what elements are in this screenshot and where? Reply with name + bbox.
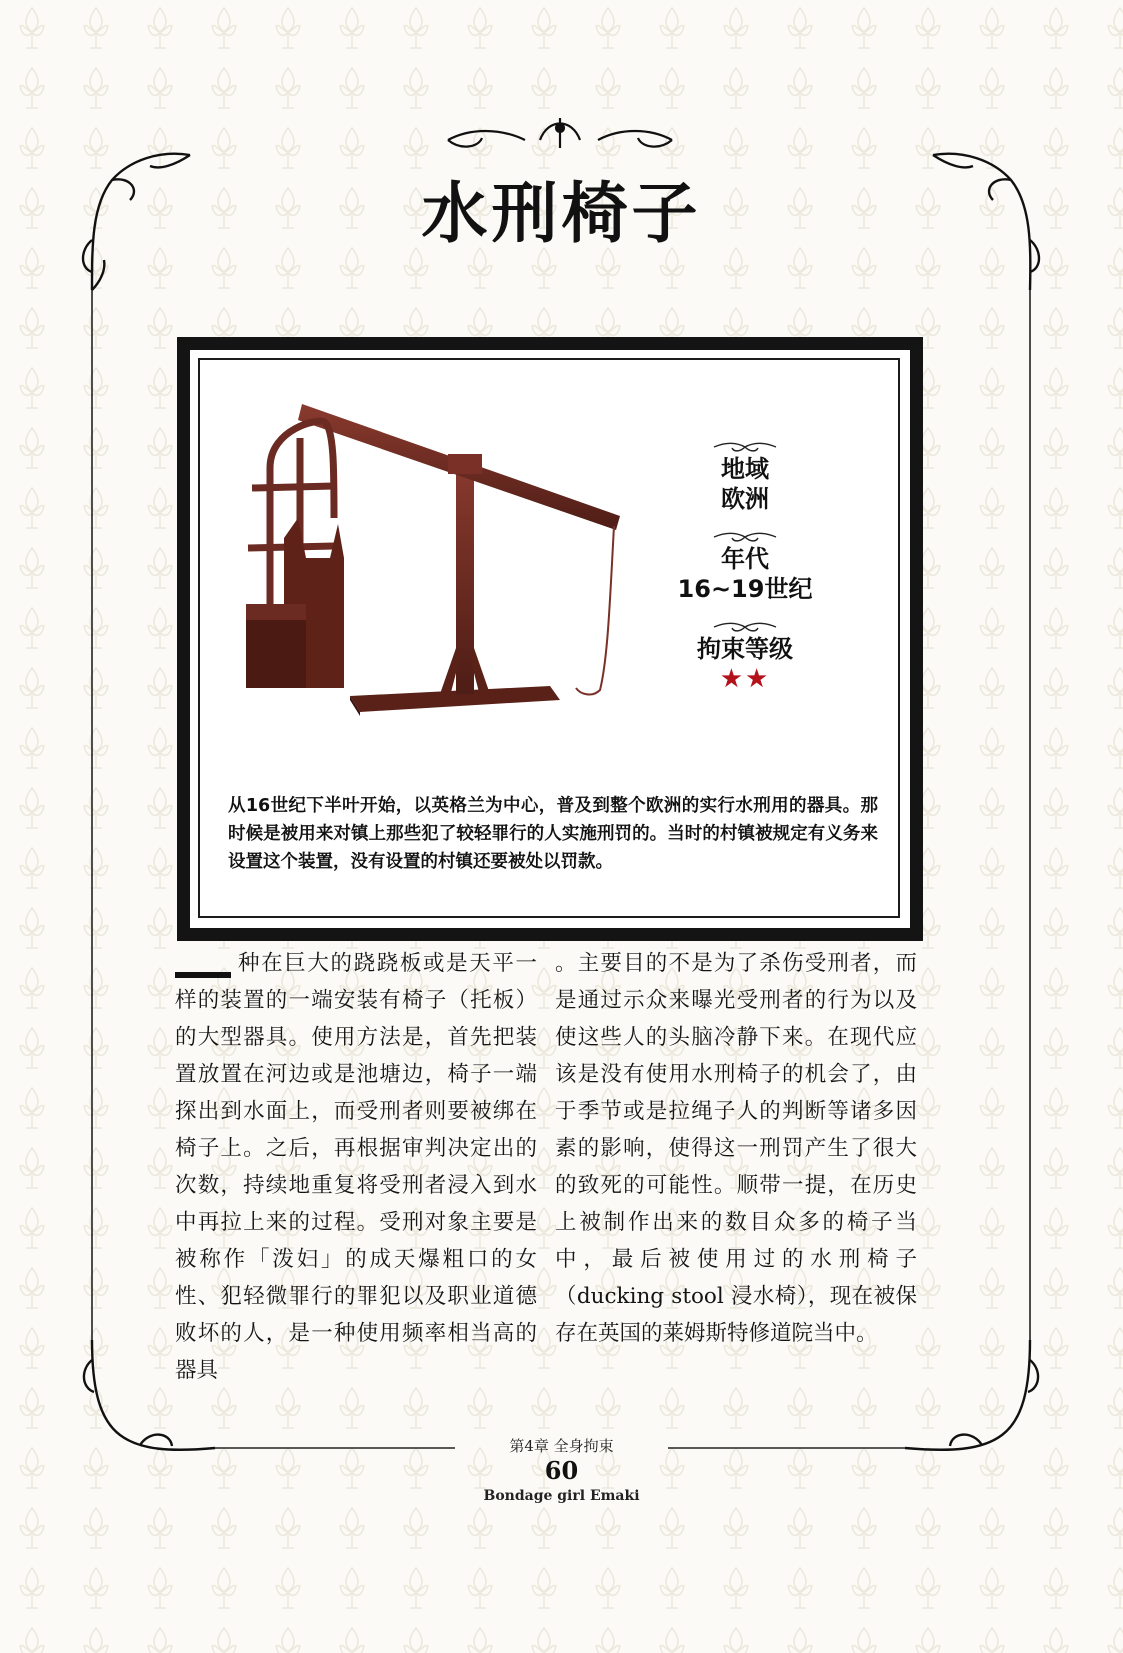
restraint-stars-icon: ★★ xyxy=(719,664,771,694)
region-block xyxy=(670,440,820,514)
flourish-divider-icon xyxy=(712,620,778,634)
era-value: 16~19世纪 xyxy=(677,575,813,603)
restraint-label: 拘束等级 xyxy=(697,635,793,663)
era-block xyxy=(670,530,820,604)
illustration-caption: 从16世纪下半叶开始，以英格兰为中心，普及到整个欧洲的实行水刑用的器具。那时候是被用来对镇上那些犯了较轻罪行的人实施刑罚的。当时的村镇被规定有义务来设置这个装置，没有设置的村镇还要被处以罚款。 xyxy=(228,796,878,872)
footer-chapter: 第4章 全身拘束 xyxy=(509,1437,614,1455)
flourish-divider-icon xyxy=(712,530,778,544)
body-text-right-column: 。主要目的不是为了杀伤受刑者，而是通过示众来曝光受刑者的行为以及使这些人的头脑冷静下来。在现代应该是没有使用水刑椅子的机会了，由于季节或是拉绳子人的判断等诸多因素的影响，使得这一刑罚产生了很大的致死的可能性。顺带一提，在历史上被制作出来的数目众多的椅子当中，最后被使用过的水刑椅子（ducking stool 浸水椅），现在被保存在英国的莱姆斯特修道院当中。 xyxy=(555,951,917,1346)
ducking-stool-illustration xyxy=(240,398,680,768)
restraint-block xyxy=(670,620,820,694)
info-panel xyxy=(670,440,820,694)
era-label: 年代 xyxy=(721,545,769,573)
page-title: 水刑椅子 xyxy=(421,174,702,252)
region-label: 地域 xyxy=(721,455,769,483)
body-text-left-column: 种在巨大的跷跷板或是天平一样的装置的一端安装有椅子（托板）的大型器具。使用方法是，首先把装置放置在河边或是池塘边，椅子一端探出到水面上，而受刑者则要被绑在椅子上。之后，再根据审判决定出的次数，持续地重复将受刑者浸入到水中再拉上来的过程。受刑对象主要是被称作「泼妇」的成天爆粗口的女性、犯轻微罪行的罪犯以及职业道德败坏的人，是一种使用频率相当高的器具 xyxy=(175,951,537,1383)
corner-ornament-bottom-right xyxy=(905,1340,1038,1450)
top-ornament xyxy=(448,118,672,148)
page-number: 60 xyxy=(544,1456,579,1485)
region-value: 欧洲 xyxy=(721,485,769,513)
book-title: Bondage girl Emaki xyxy=(483,1488,640,1504)
flourish-divider-icon xyxy=(712,440,778,454)
